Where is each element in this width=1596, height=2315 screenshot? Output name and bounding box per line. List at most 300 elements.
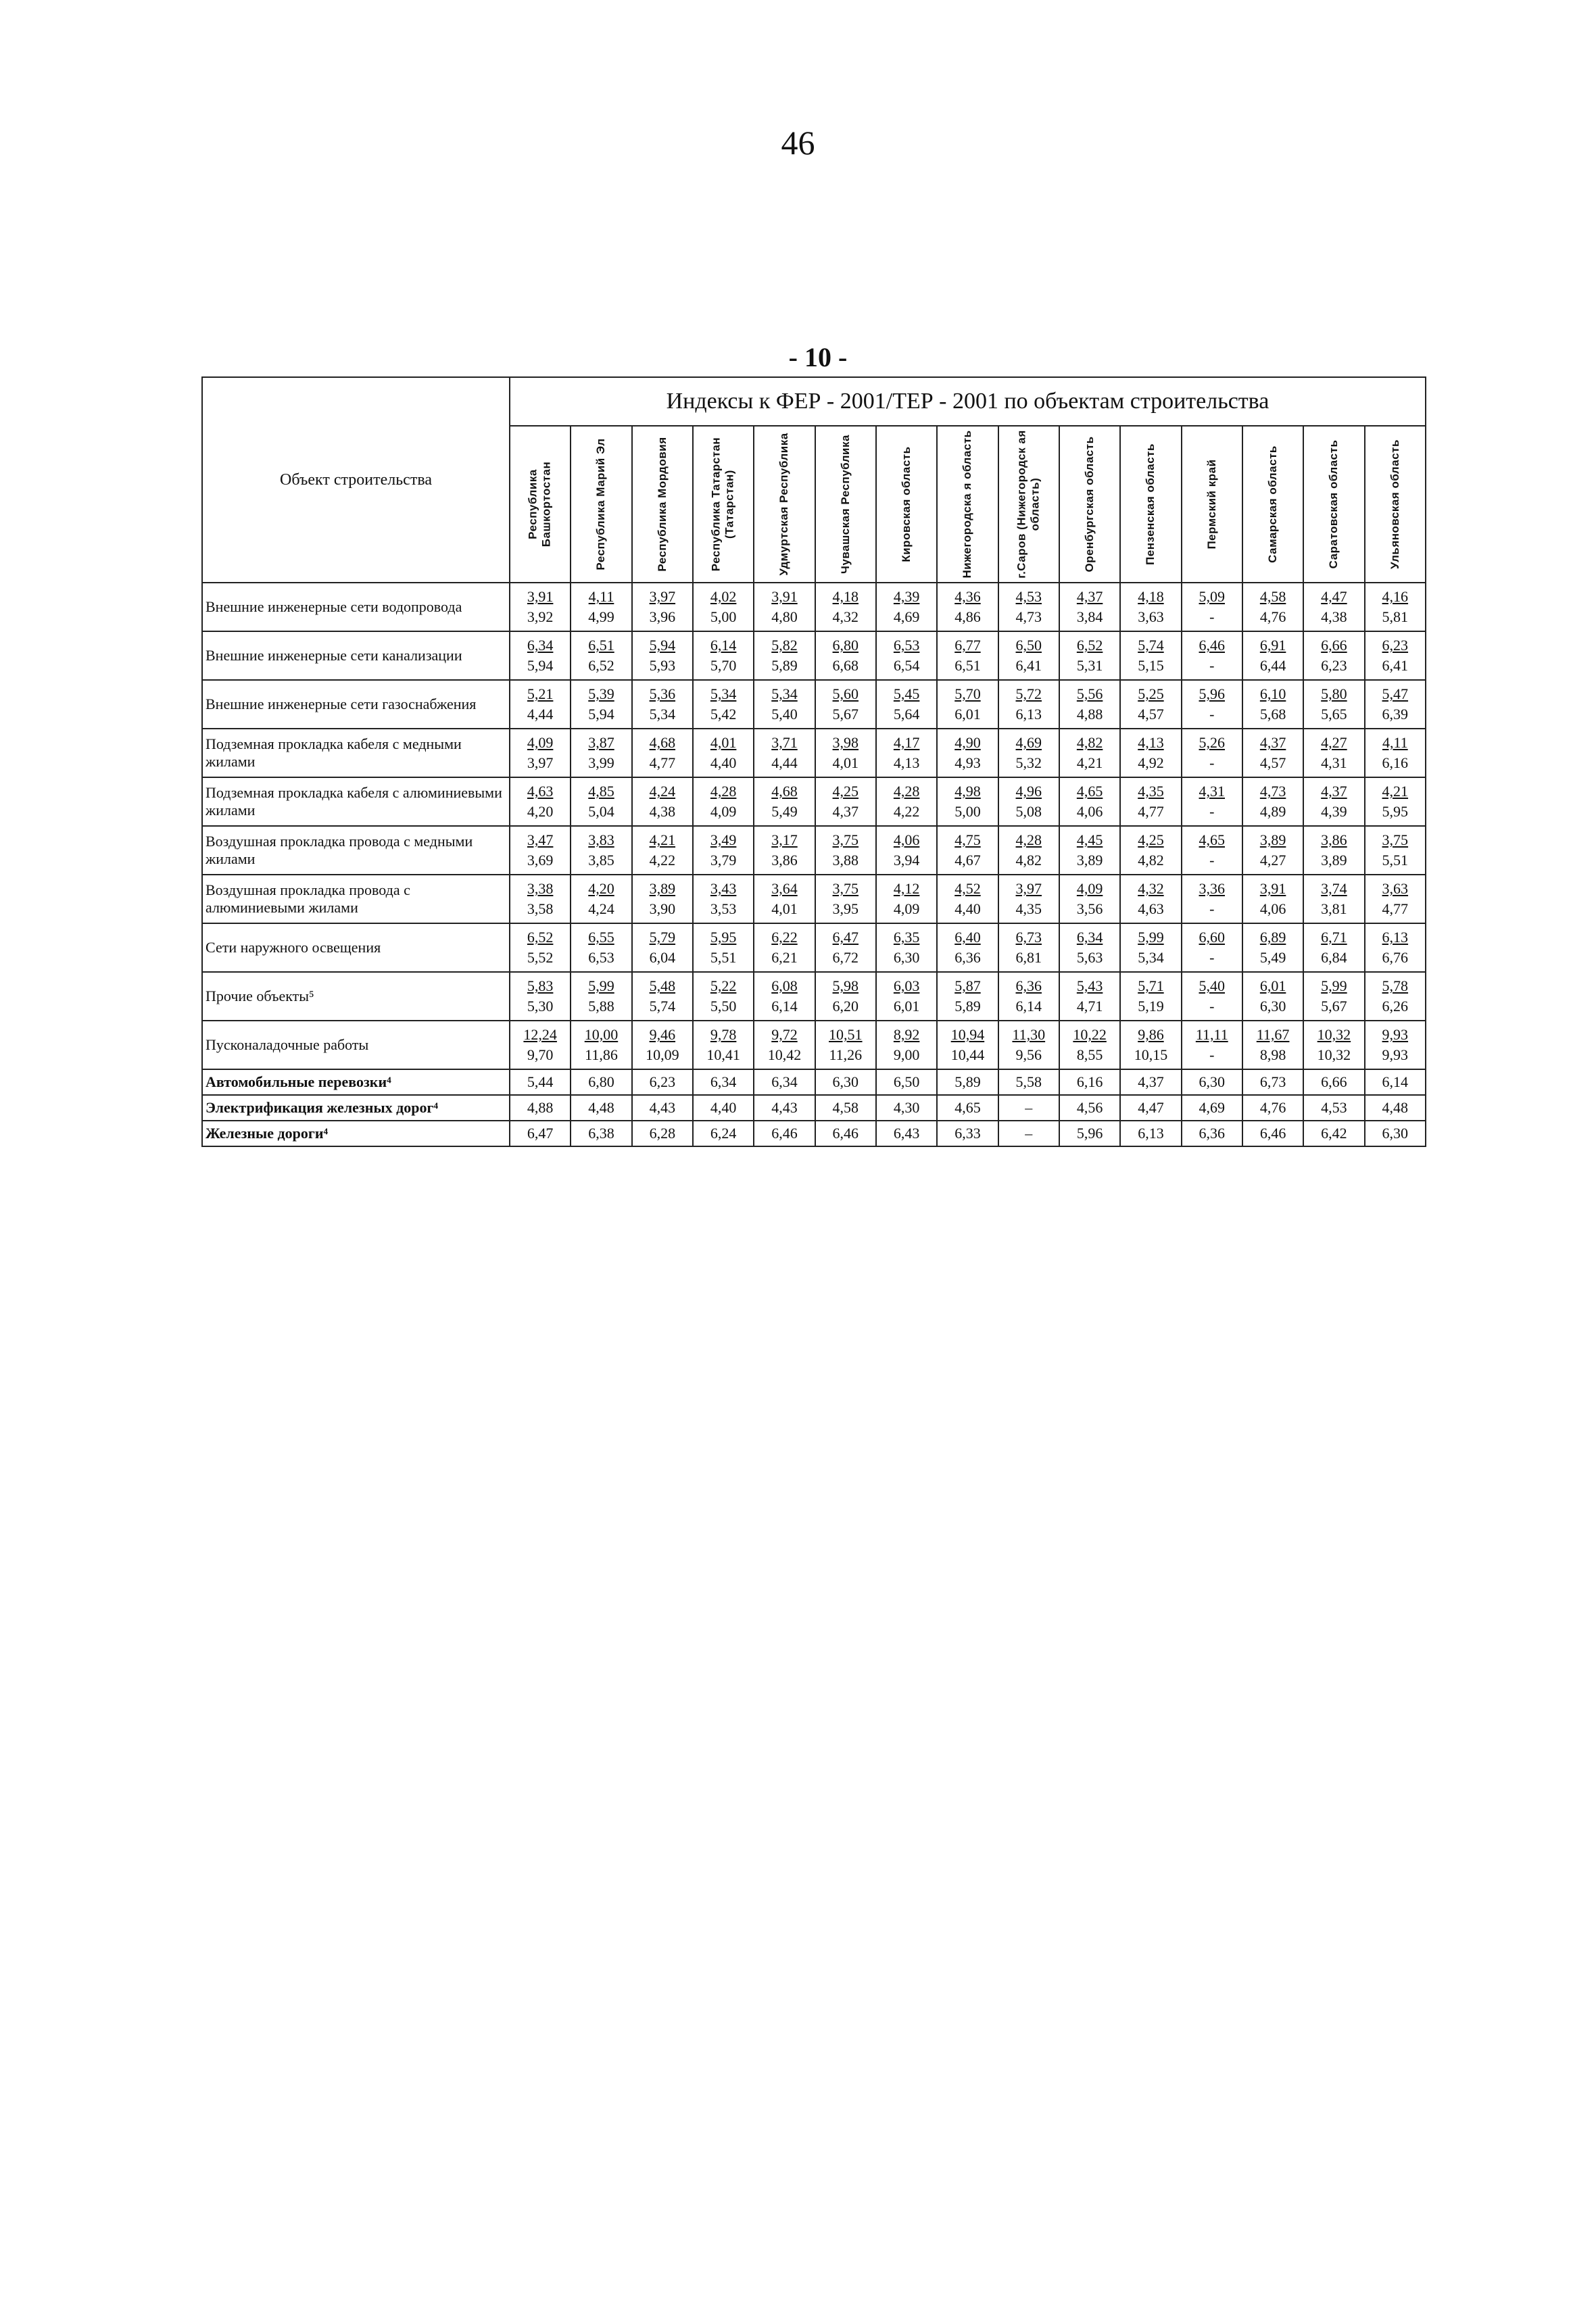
cell-value-bottom: 4,80 (771, 608, 798, 625)
cell-value-top: 3,47 (527, 831, 554, 849)
cell-value-bottom: 4,01 (771, 900, 798, 917)
table-cell (510, 1021, 571, 1069)
cell-value-bottom: 3,89 (1076, 852, 1103, 869)
cell-value-bottom: 5,30 (527, 998, 554, 1015)
table-cell (754, 583, 815, 631)
table-cell (1182, 777, 1242, 826)
region-header-label: Республика Татарстан (Татарстан) (709, 437, 737, 572)
table-cell (1365, 923, 1426, 972)
cell-value-bottom: 3,94 (893, 852, 920, 869)
cell-value-top: 5,22 (710, 977, 737, 995)
table-cell: 5,58 (998, 1069, 1059, 1095)
table-cell (693, 680, 754, 729)
table-cell (510, 680, 571, 729)
table-cell (876, 875, 937, 923)
table-cell (937, 1021, 998, 1069)
cell-value-top: 3,89 (649, 880, 676, 898)
table-cell (632, 777, 693, 826)
region-header-label: Республика Башкортостан (526, 461, 554, 547)
cell-value-bottom: 5,81 (1382, 608, 1409, 625)
table-cell (754, 777, 815, 826)
cell-value-top: 9,93 (1382, 1026, 1409, 1044)
cell-value-bottom: 6,16 (1382, 754, 1409, 771)
table-cell (1303, 631, 1364, 680)
cell-value-top: 5,79 (649, 929, 676, 946)
cell-value-bottom: 5,42 (710, 706, 737, 723)
cell-value-bottom: 4,57 (1259, 754, 1286, 771)
cell-value-bottom: - (1209, 657, 1215, 674)
region-header (510, 426, 571, 583)
cell-value-bottom: 3,89 (1321, 852, 1347, 869)
cell-value-bottom: 10,44 (950, 1046, 985, 1063)
table-cell (1059, 923, 1120, 972)
cell-value-top: 4,01 (710, 734, 737, 752)
cell-value-top: 4,75 (954, 831, 981, 849)
cell-value-top: 4,11 (1382, 734, 1408, 752)
cell-value-top: 5,71 (1138, 977, 1164, 995)
region-header-label: Удмуртская Республика (777, 433, 791, 576)
table-cell (1120, 680, 1181, 729)
cell-value-bottom: - (1209, 608, 1215, 625)
cell-value-bottom: 5,63 (1076, 949, 1103, 966)
cell-value-bottom: 4,92 (1138, 754, 1164, 771)
cell-value-top: 5,94 (649, 637, 676, 654)
table-cell (754, 875, 815, 923)
table-cell (937, 972, 998, 1021)
table-cell (1303, 1021, 1364, 1069)
cell-value-bottom: 5,74 (649, 998, 676, 1015)
cell-value-top: 3,38 (527, 880, 554, 898)
cell-value-bottom: 3,90 (649, 900, 676, 917)
cell-value-top: 4,11 (588, 588, 614, 606)
cell-value-bottom: 3,86 (771, 852, 798, 869)
cell-value-top: 5,60 (832, 685, 859, 703)
row-label: Электрификация железных дорог⁴ (202, 1095, 510, 1121)
cell-value-bottom: 4,77 (1382, 900, 1409, 917)
cell-value-bottom: 11,26 (829, 1046, 863, 1063)
cell-value-bottom: 4,22 (893, 803, 920, 820)
region-header-label: Самарская область (1265, 445, 1279, 563)
table-cell (1365, 875, 1426, 923)
cell-value-top: 3,91 (527, 588, 554, 606)
cell-value-top: 4,28 (1015, 831, 1042, 849)
table-cell (998, 583, 1059, 631)
cell-value-top: 5,48 (649, 977, 676, 995)
table-cell: 6,50 (876, 1069, 937, 1095)
cell-value-bottom: 3,56 (1076, 900, 1103, 917)
cell-value-bottom: 4,73 (1015, 608, 1042, 625)
cell-value-bottom: 3,95 (832, 900, 859, 917)
table-cell (693, 583, 754, 631)
cell-value-bottom: 4,67 (954, 852, 981, 869)
table-row (202, 680, 1426, 729)
table-cell: 6,80 (571, 1069, 631, 1095)
table-cell (815, 583, 876, 631)
table-cell (1182, 729, 1242, 777)
table-cell (1242, 972, 1303, 1021)
cell-value-top: 4,45 (1076, 831, 1103, 849)
cell-value-top: 6,91 (1259, 637, 1286, 654)
cell-value-bottom: 5,50 (710, 998, 737, 1015)
table-cell (1120, 729, 1181, 777)
cell-value-top: 4,06 (893, 831, 920, 849)
cell-value-top: 6,51 (588, 637, 614, 654)
cell-value-top: 11,30 (1012, 1026, 1046, 1044)
table-row (202, 1095, 1426, 1121)
cell-value-bottom: 3,58 (527, 900, 554, 917)
row-label: Прочие объекты⁵ (202, 972, 510, 1021)
table-cell (1182, 923, 1242, 972)
cell-value-top: 3,43 (710, 880, 737, 898)
sub-page-number: - 10 - (788, 342, 848, 372)
cell-value-top: 5,78 (1382, 977, 1409, 995)
table-cell (693, 631, 754, 680)
cell-value-bottom: 6,76 (1382, 949, 1409, 966)
cell-value-bottom: 4,82 (1138, 852, 1164, 869)
cell-value-top: 3,63 (1382, 880, 1409, 898)
table-cell (632, 826, 693, 875)
cell-value-top: 3,91 (771, 588, 798, 606)
row-label: Воздушная прокладка провода с медными жилами (202, 826, 510, 875)
table-cell: 6,43 (876, 1121, 937, 1146)
table-cell (1120, 875, 1181, 923)
cell-value-bottom: 5,64 (893, 706, 920, 723)
table-cell (998, 875, 1059, 923)
region-header-label: Чувашская Республика (838, 435, 852, 574)
table-cell (1059, 972, 1120, 1021)
region-header (937, 426, 998, 583)
cell-value-top: 4,17 (893, 734, 920, 752)
cell-value-top: 6,52 (1076, 637, 1103, 654)
table-body (202, 583, 1426, 1146)
cell-value-top: 3,75 (1382, 831, 1409, 849)
table-cell (937, 729, 998, 777)
cell-value-top: 3,49 (710, 831, 737, 849)
table-cell (754, 972, 815, 1021)
table-cell (1059, 583, 1120, 631)
cell-value-bottom: 4,06 (1076, 803, 1103, 820)
table-cell (998, 1021, 1059, 1069)
cell-value-top: 6,47 (832, 929, 859, 946)
table-cell (815, 631, 876, 680)
cell-value-top: 4,58 (1259, 588, 1286, 606)
cell-value-top: 5,43 (1076, 977, 1103, 995)
cell-value-bottom: 3,79 (710, 852, 737, 869)
table-cell (1242, 777, 1303, 826)
cell-value-top: 4,12 (893, 880, 920, 898)
cell-value-bottom: 5,49 (1259, 949, 1286, 966)
table-cell (510, 826, 571, 875)
cell-value-top: 6,01 (1259, 977, 1286, 995)
table-cell: 6,46 (754, 1121, 815, 1146)
cell-value-top: 5,99 (588, 977, 614, 995)
table-cell (1242, 826, 1303, 875)
cell-value-bottom: 11,86 (585, 1046, 618, 1063)
region-header (1120, 426, 1181, 583)
cell-value-top: 4,52 (954, 880, 981, 898)
row-label: Внешние инженерные сети газоснабжения (202, 680, 510, 729)
cell-value-top: 6,08 (771, 977, 798, 995)
table-cell (1182, 875, 1242, 923)
cell-value-bottom: 3,88 (832, 852, 859, 869)
cell-value-top: 4,09 (1076, 880, 1103, 898)
cell-value-top: 3,75 (832, 831, 859, 849)
cell-value-top: 5,70 (954, 685, 981, 703)
region-header (632, 426, 693, 583)
table-cell (815, 923, 876, 972)
cell-value-bottom: 6,52 (588, 657, 614, 674)
cell-value-top: 5,87 (954, 977, 981, 995)
table-cell (1059, 777, 1120, 826)
cell-value-top: 11,11 (1195, 1026, 1228, 1044)
table-cell (510, 972, 571, 1021)
table-cell: 6,33 (937, 1121, 998, 1146)
cell-value-top: 4,27 (1321, 734, 1347, 752)
table-cell (693, 1021, 754, 1069)
table-cell: 4,65 (937, 1095, 998, 1121)
cell-value-top: 10,51 (829, 1026, 863, 1044)
cell-value-bottom: 4,32 (832, 608, 859, 625)
cell-value-bottom: - (1209, 1046, 1215, 1063)
cell-value-top: 3,71 (771, 734, 798, 752)
cell-value-top: 4,65 (1199, 831, 1226, 849)
table-cell (571, 583, 631, 631)
cell-value-top: 5,74 (1138, 637, 1164, 654)
cell-value-top: 4,68 (649, 734, 676, 752)
table-cell (1242, 583, 1303, 631)
index-table (201, 376, 1426, 1147)
cell-value-top: 6,40 (954, 929, 981, 946)
cell-value-top: 4,16 (1382, 588, 1409, 606)
cell-value-bottom: 4,38 (649, 803, 676, 820)
table-cell (815, 777, 876, 826)
table-cell: 6,13 (1120, 1121, 1181, 1146)
table-cell (1059, 729, 1120, 777)
cell-value-top: 5,21 (527, 685, 554, 703)
cell-value-bottom: 5,65 (1321, 706, 1347, 723)
table-cell (632, 680, 693, 729)
cell-value-bottom: 3,85 (588, 852, 614, 869)
cell-value-top: 5,99 (1138, 929, 1164, 946)
cell-value-top: 3,97 (649, 588, 676, 606)
cell-value-top: 4,20 (588, 880, 614, 898)
cell-value-bottom: 6,41 (1015, 657, 1042, 674)
region-header-label: Республика Мордовия (655, 437, 669, 572)
cell-value-bottom: 5,93 (649, 657, 676, 674)
cell-value-bottom: 4,93 (954, 754, 981, 771)
table-cell: 4,30 (876, 1095, 937, 1121)
table-cell (937, 826, 998, 875)
cell-value-top: 4,90 (954, 734, 981, 752)
cell-value-bottom: 4,57 (1138, 706, 1164, 723)
cell-value-bottom: 4,88 (1076, 706, 1103, 723)
cell-value-top: 4,68 (771, 783, 798, 800)
table-cell (693, 826, 754, 875)
cell-value-top: 11,67 (1256, 1026, 1290, 1044)
cell-value-bottom: 6,30 (1259, 998, 1286, 1015)
cell-value-bottom: 5,67 (832, 706, 859, 723)
cell-value-bottom: 4,40 (710, 754, 737, 771)
table-row (202, 923, 1426, 972)
cell-value-top: 6,52 (527, 929, 554, 946)
cell-value-top: 5,40 (1199, 977, 1226, 995)
cell-value-top: 4,24 (649, 783, 676, 800)
table-cell (1182, 631, 1242, 680)
table-cell: 6,16 (1059, 1069, 1120, 1095)
row-label: Автомобильные перевозки⁴ (202, 1069, 510, 1095)
table-cell: 4,43 (754, 1095, 815, 1121)
cell-value-bottom: 4,40 (954, 900, 981, 917)
table-cell (571, 826, 631, 875)
table-cell (1120, 923, 1181, 972)
table-cell (1182, 972, 1242, 1021)
cell-value-bottom: 4,37 (832, 803, 859, 820)
table-cell (998, 729, 1059, 777)
table-cell (510, 875, 571, 923)
row-label: Внешние инженерные сети канализации (202, 631, 510, 680)
table-cell (1182, 583, 1242, 631)
cell-value-top: 4,53 (1015, 588, 1042, 606)
cell-value-bottom: 5,94 (527, 657, 554, 674)
table-cell (1303, 826, 1364, 875)
cell-value-bottom: 4,24 (588, 900, 614, 917)
cell-value-top: 4,21 (649, 831, 676, 849)
table-cell: – (998, 1121, 1059, 1146)
cell-value-top: 6,13 (1382, 929, 1409, 946)
cell-value-bottom: 9,70 (527, 1046, 554, 1063)
table-cell (937, 777, 998, 826)
table-cell: 5,89 (937, 1069, 998, 1095)
region-header (815, 426, 876, 583)
cell-value-bottom: 9,93 (1382, 1046, 1409, 1063)
cell-value-bottom: 4,39 (1321, 803, 1347, 820)
table-cell (1303, 923, 1364, 972)
cell-value-bottom: 4,01 (832, 754, 859, 771)
cell-value-top: 4,85 (588, 783, 614, 800)
cell-value-bottom: 3,96 (649, 608, 676, 625)
table-cell (1059, 631, 1120, 680)
table-cell: 4,48 (1365, 1095, 1426, 1121)
table-cell (571, 631, 631, 680)
cell-value-bottom: 4,22 (649, 852, 676, 869)
cell-value-bottom: 10,09 (646, 1046, 679, 1063)
cell-value-bottom: 6,36 (954, 949, 981, 966)
table-row (202, 1021, 1426, 1069)
cell-value-top: 4,13 (1138, 734, 1164, 752)
table-cell: 6,46 (815, 1121, 876, 1146)
table-cell (693, 729, 754, 777)
row-label: Подземная прокладка кабеля с алюминиевыми жилами (202, 777, 510, 826)
table-row (202, 583, 1426, 631)
cell-value-top: 6,50 (1015, 637, 1042, 654)
table-cell (815, 729, 876, 777)
table-cell: 4,53 (1303, 1095, 1364, 1121)
table-cell: 4,69 (1182, 1095, 1242, 1121)
cell-value-bottom: 4,63 (1138, 900, 1164, 917)
cell-value-bottom: 5,89 (954, 998, 981, 1015)
cell-value-bottom: - (1209, 706, 1215, 723)
cell-value-top: 6,73 (1015, 929, 1042, 946)
table-cell (998, 631, 1059, 680)
region-header-label: Кировская область (899, 446, 913, 562)
cell-value-top: 5,95 (710, 929, 737, 946)
table-cell: 6,36 (1182, 1121, 1242, 1146)
cell-value-bottom: 8,98 (1259, 1046, 1286, 1063)
cell-value-top: 6,35 (893, 929, 920, 946)
cell-value-top: 5,83 (527, 977, 554, 995)
table-cell (998, 972, 1059, 1021)
cell-value-bottom: 4,77 (649, 754, 676, 771)
table-cell (1120, 631, 1181, 680)
table-cell: 4,58 (815, 1095, 876, 1121)
cell-value-bottom: - (1209, 803, 1215, 820)
row-label: Сети наружного освещения (202, 923, 510, 972)
cell-value-top: 4,69 (1015, 734, 1042, 752)
cell-value-bottom: 5,34 (1138, 949, 1164, 966)
cell-value-bottom: 6,84 (1321, 949, 1347, 966)
cell-value-bottom: 4,86 (954, 608, 981, 625)
cell-value-top: 4,28 (893, 783, 920, 800)
region-header-label: Оренбургская область (1082, 436, 1096, 572)
table-cell (1365, 729, 1426, 777)
cell-value-top: 4,18 (832, 588, 859, 606)
cell-value-top: 3,36 (1199, 880, 1226, 898)
region-header-label: Республика Марий Эл (594, 438, 608, 570)
cell-value-bottom: 4,35 (1015, 900, 1042, 917)
cell-value-top: 6,46 (1199, 637, 1226, 654)
table-row (202, 1121, 1426, 1146)
cell-value-top: 4,09 (527, 734, 554, 752)
table-cell (876, 826, 937, 875)
table-cell (632, 729, 693, 777)
region-header-label: г.Саров (Нижегородск ая область) (1015, 430, 1042, 579)
table-cell (937, 631, 998, 680)
cell-value-top: 6,10 (1259, 685, 1286, 703)
cell-value-bottom: 6,51 (954, 657, 981, 674)
table-row (202, 729, 1426, 777)
table-cell: 6,73 (1242, 1069, 1303, 1095)
cell-value-bottom: 5,08 (1015, 803, 1042, 820)
region-header (1303, 426, 1364, 583)
table-cell (571, 729, 631, 777)
cell-value-top: 5,34 (771, 685, 798, 703)
cell-value-bottom: 5,32 (1015, 754, 1042, 771)
cell-value-bottom: 3,69 (527, 852, 554, 869)
cell-value-top: 5,96 (1199, 685, 1226, 703)
cell-value-bottom: 6,26 (1382, 998, 1409, 1015)
region-header (693, 426, 754, 583)
region-header (1242, 426, 1303, 583)
table-cell (1303, 875, 1364, 923)
cell-value-bottom: 5,94 (588, 706, 614, 723)
table-cell (876, 583, 937, 631)
cell-value-bottom: - (1209, 852, 1215, 869)
cell-value-bottom: 10,42 (767, 1046, 802, 1063)
cell-value-top: 4,96 (1015, 783, 1042, 800)
region-header (1365, 426, 1426, 583)
table-cell (1365, 777, 1426, 826)
cell-value-bottom: 6,23 (1321, 657, 1347, 674)
cell-value-top: 4,37 (1259, 734, 1286, 752)
cell-value-bottom: 4,09 (893, 900, 920, 917)
table-cell (754, 923, 815, 972)
table-cell (510, 631, 571, 680)
cell-value-bottom: 5,15 (1138, 657, 1164, 674)
cell-value-top: 4,37 (1076, 588, 1103, 606)
region-header-label: Нижегородска я область (961, 430, 974, 579)
cell-value-top: 4,21 (1382, 783, 1409, 800)
cell-value-top: 9,78 (710, 1026, 737, 1044)
